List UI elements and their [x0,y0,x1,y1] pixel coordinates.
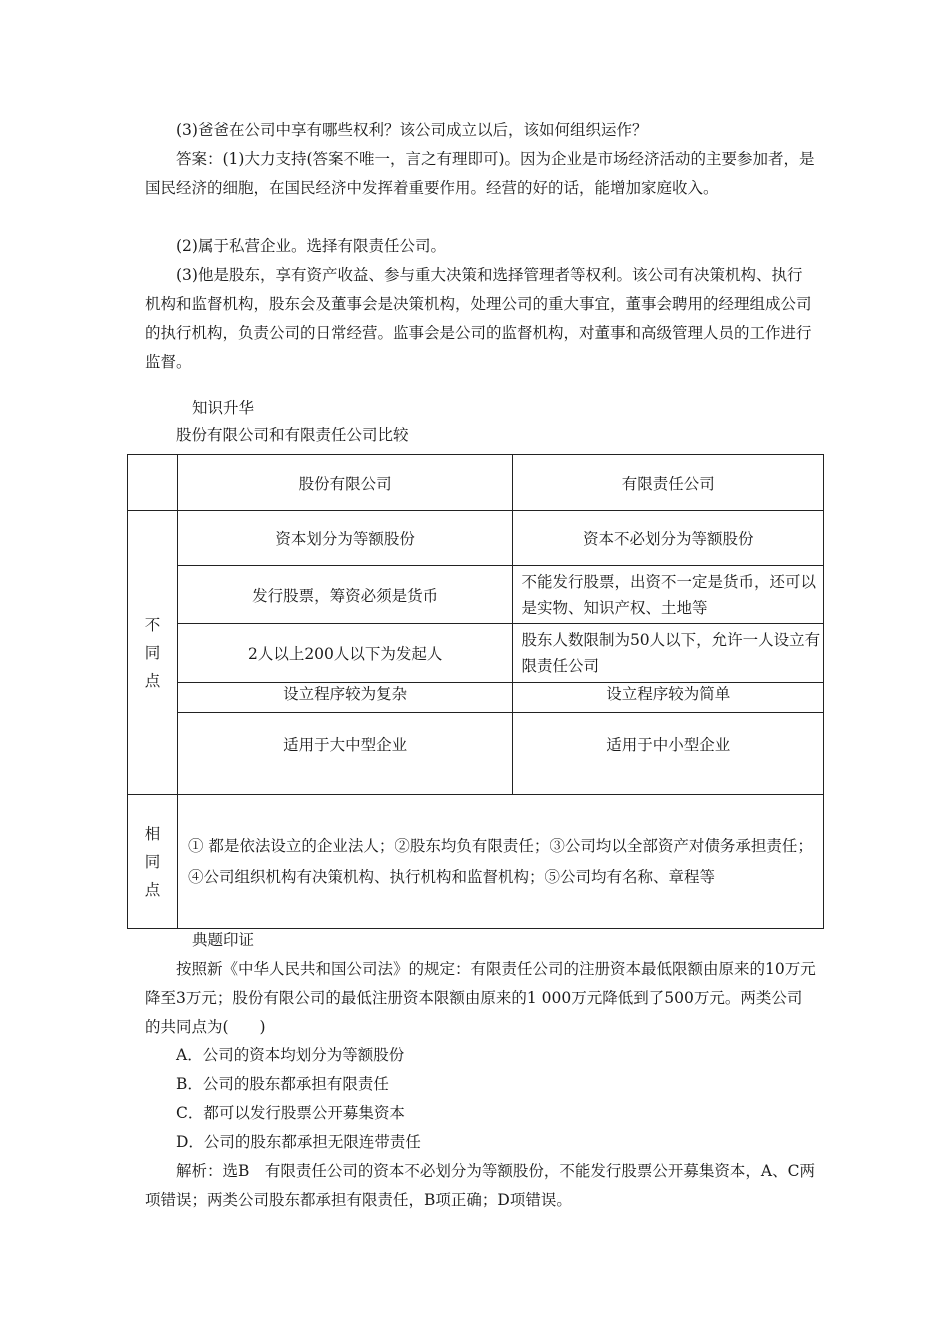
analysis: 解析：选B 有限责任公司的资本不必划分为等额股份，不能发行股票公开募集资本，A、C两项错误；两类公司股东都承担有限责任，B项正确；D项错误。 [145,1162,815,1209]
section-title: 知识升华 [192,399,255,417]
table-row [128,511,824,566]
option-a: A．公司的资本均划分为等额股份 [176,1046,405,1064]
table-row [128,713,824,795]
same-text-cell: ① 都是依法设立的企业法人；②股东均负有限责任；③公司均以全部资产对债务承担责任；④公司组织机构有决策机构、执行机构和监督机构；⑤公司均有名称、章程等 [177,795,823,929]
table-title: 股份有限公司和有限责任公司比较 [176,426,409,444]
table-header-row [128,455,824,511]
diff-label-cell [128,511,178,795]
exercise-title: 典题印证 [192,931,255,949]
same-label-cell [128,795,178,929]
diff-label-char: 不 [144,615,161,634]
table-cell: 发行股票，筹资必须是货币 [177,566,513,624]
same-label-char: 点 [144,880,161,899]
table-cell: 不能发行股票，出资不一定是货币，还可以是实物、知识产权、土地等 [513,566,824,624]
answer-1: 答案：(1)大力支持(答案不唯一，言之有理即可)。因为企业是市场经济活动的主要参加者，是国民经济的细胞，在国民经济中发挥着重要作用。经营的好的话，能增加家庭收入。 [145,150,815,197]
table-cell: 股东人数限制为50人以下，允许一人设立有限责任公司 [513,624,824,683]
table-cell: 设立程序较为复杂 [177,683,513,713]
answer-3: (3)他是股东，享有资产收益、参与重大决策和选择管理者等权利。该公司有决策机构、执行机构和监督机构，股东会及董事会是决策机构，处理公司的重大事宜，董事会聘用的经理组成公司的执行机构，负责公司的日常经营。监事会是公司的监督机构，对董事和高级管理人员的工作进行监督。 [145,266,812,371]
answer-2: (2)属于私营企业。选择有限责任公司。 [176,237,446,255]
table-cell: 设立程序较为简单 [513,683,824,713]
same-label-char: 相 [144,824,161,843]
diff-label-char: 点 [144,671,161,690]
table-row [128,566,824,624]
exercise-question: 按照新《中华人民共和国公司法》的规定：有限责任公司的注册资本最低限额由原来的10万元降至3万元；股份有限公司的最低注册资本限额由原来的1 000万元降低到了500万元。两类公司的共同点为( ) [145,960,816,1036]
table-cell: 适用于大中型企业 [177,713,513,795]
table-cell: 资本划分为等额股份 [177,511,513,566]
comparison-table [127,454,824,929]
question-3: (3)爸爸在公司中享有哪些权利？该公司成立以后，该如何组织运作？ [176,121,648,139]
table-row [128,683,824,713]
header-limited-liability: 有限责任公司 [513,455,824,511]
option-b: B．公司的股东都承担有限责任 [176,1075,389,1093]
table-row [128,624,824,683]
header-joint-stock: 股份有限公司 [177,455,513,511]
table-cell: 适用于中小型企业 [513,713,824,795]
same-label-char: 同 [144,852,161,871]
table-row-same [128,795,824,929]
table-cell: 2人以上200人以下为发起人 [177,624,513,683]
table-cell: 资本不必划分为等额股份 [513,511,824,566]
option-c: C．都可以发行股票公开募集资本 [176,1104,405,1122]
option-d: D．公司的股东都承担无限连带责任 [176,1133,421,1151]
header-empty-cell [128,455,178,511]
diff-label-char: 同 [144,643,161,662]
